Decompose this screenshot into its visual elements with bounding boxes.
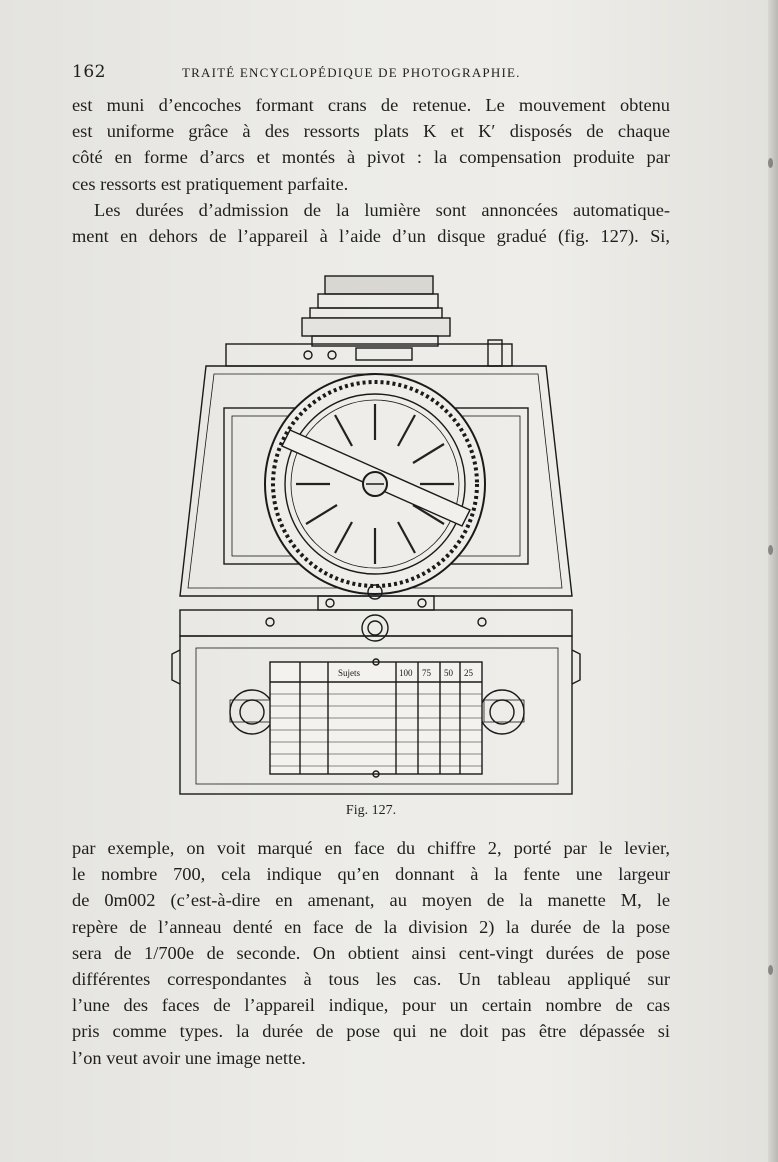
margin-mark <box>768 965 773 975</box>
text-block-bottom <box>72 835 670 1071</box>
text-block-top <box>72 92 670 249</box>
figure-caption: Fig. 127. <box>345 803 397 818</box>
text-line: l’on veut avoir une image nette. <box>72 1047 306 1068</box>
table-header-col-1: 100 <box>399 668 413 678</box>
margin-mark <box>768 158 773 168</box>
text-line: Les durées d’admission de la lumière sont annoncées automatique- <box>94 199 670 220</box>
running-title: TRAITÉ ENCYCLOPÉDIQUE DE PHOTOGRAPHIE. <box>182 65 521 80</box>
table-header-col-3: 50 <box>444 668 453 678</box>
page-number: 162 <box>72 62 106 82</box>
text-line: le nombre 700, cela indique qu’en donnant à la fente une largeur <box>72 864 670 885</box>
text-line: pris comme types. la durée de pose qui ne doit pas être dépassée si <box>72 1021 670 1042</box>
table-header-subjects: Sujets <box>338 668 361 678</box>
text-line: de 0m002 (c’est-à-dire en amenant, au moyen de la manette M, le <box>72 890 670 911</box>
margin-mark <box>768 545 773 555</box>
running-head <box>72 62 662 86</box>
text-line: par exemple, on voit marqué en face du chiffre 2, porté par le levier, <box>72 838 670 858</box>
text-line: est uniforme grâce à des ressorts plats K et K′ disposés de chaque <box>72 121 670 142</box>
text-line: différentes correspondantes à tous les cas. Un tableau appliqué sur <box>72 969 670 990</box>
text-line: ment en dehors de l’appareil à l’aide d’un disque gradué (fig. 127). Si, <box>72 226 670 247</box>
page-edge <box>768 0 778 1162</box>
figure-127-illustration <box>170 270 584 800</box>
table-header-col-2: 75 <box>422 668 431 678</box>
table-header-col-4: 25 <box>464 668 473 678</box>
text-line: repère de l’anneau denté en face de la division 2) la durée de la pose <box>72 916 670 937</box>
text-line: l’une des faces de l’appareil indique, pour un certain nombre de cas <box>72 995 670 1016</box>
text-line: ces ressorts est pratiquement parfaite. <box>72 173 349 194</box>
text-line: sera de 1/700e de seconde. On obtient ainsi cent-vingt durées de pose <box>72 942 670 963</box>
text-line: côté en forme d’arcs et montés à pivot : la compensation produite par <box>72 147 670 168</box>
text-line: est muni d’encoches formant crans de retenue. Le mouvement obtenu <box>72 95 670 115</box>
